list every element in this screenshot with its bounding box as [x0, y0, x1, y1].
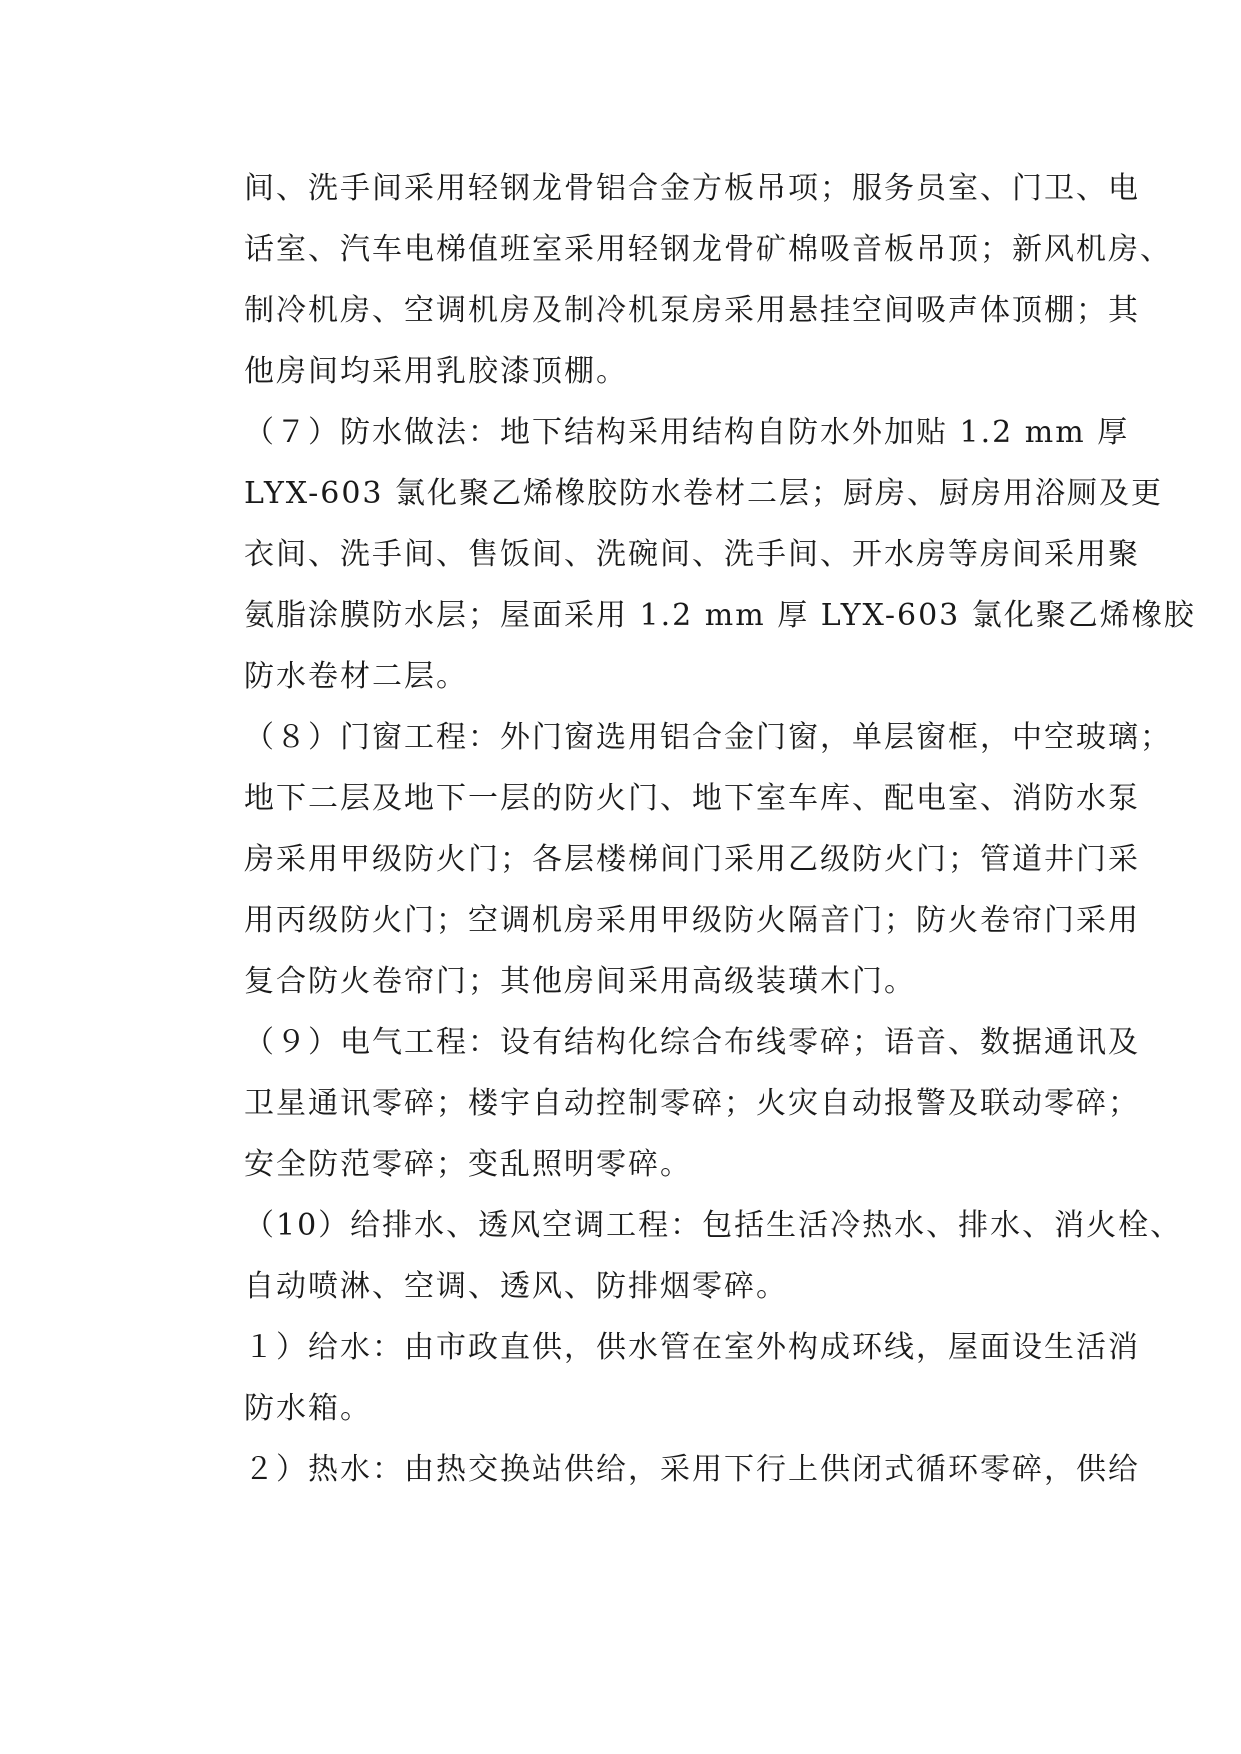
text-line: 房采用甲级防火门；各层楼梯间门采用乙级防火门；管道井门采: [244, 842, 1140, 877]
text-line: LYX-603 氯化聚乙烯橡胶防水卷材二层；厨房、厨房用浴厕及更: [244, 476, 1164, 511]
text-line: 复合防火卷帘门；其他房间采用高级装璜木门。: [244, 964, 916, 999]
text-line: 间、洗手间采用轻钢龙骨铝合金方板吊项；服务员室、门卫、电: [244, 171, 1140, 206]
text-line: （８）门窗工程：外门窗选用铝合金门窗，单层窗框，中空玻璃；: [244, 720, 1172, 755]
text-line: （９）电气工程：设有结构化综合布线零碎；语音、数据通讯及: [244, 1025, 1140, 1060]
text-line: 用丙级防火门；空调机房采用甲级防火隔音门；防火卷帘门采用: [244, 903, 1140, 938]
text-line: 自动喷淋、空调、透风、防排烟零碎。: [244, 1269, 788, 1304]
text-line: 防水箱。: [244, 1391, 372, 1426]
document-body: [244, 158, 1196, 1500]
text-line: 他房间均采用乳胶漆顶棚。: [244, 354, 628, 389]
text-line: 地下二层及地下一层的防火门、地下室车库、配电室、消防水泵: [244, 781, 1140, 816]
text-line: 防水卷材二层。: [244, 659, 468, 694]
text-line: 话室、汽车电梯值班室采用轻钢龙骨矿棉吸音板吊顶；新风机房、: [244, 232, 1172, 267]
text-line: （10）给排水、透风空调工程：包括生活冷热水、排水、消火栓、: [244, 1208, 1183, 1243]
text-line: 衣间、洗手间、售饭间、洗碗间、洗手间、开水房等房间采用聚: [244, 537, 1140, 572]
text-line: １）给水：由市政直供，供水管在室外构成环线，屋面设生活消: [244, 1330, 1140, 1365]
text-line: 卫星通讯零碎；楼宇自动控制零碎；火灾自动报警及联动零碎；: [244, 1086, 1140, 1121]
text-line: 安全防范零碎；变乱照明零碎。: [244, 1147, 692, 1182]
text-line: （７）防水做法：地下结构采用结构自防水外加贴 1.2 mm 厚: [244, 415, 1130, 450]
text-line: 制冷机房、空调机房及制冷机泵房采用悬挂空间吸声体顶棚；其: [244, 293, 1140, 328]
text-line: 氨脂涂膜防水层；屋面采用 1.2 mm 厚 LYX-603 氯化聚乙烯橡胶: [244, 598, 1196, 633]
text-line: ２）热水：由热交换站供给，采用下行上供闭式循环零碎，供给: [244, 1452, 1140, 1487]
